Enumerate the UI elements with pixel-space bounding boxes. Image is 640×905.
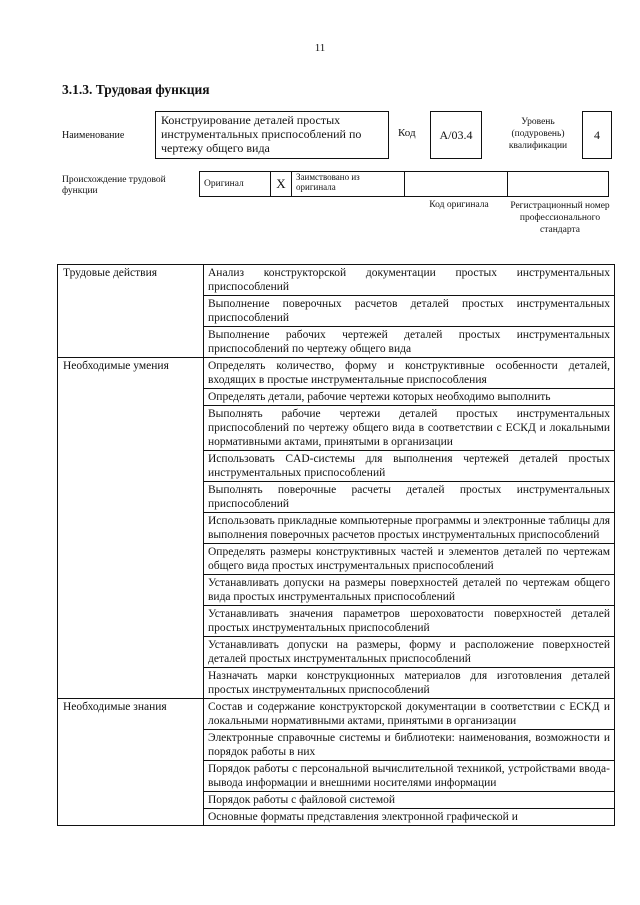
original-code-caption: Код оригинала	[429, 200, 489, 210]
name-label: Наименование	[62, 130, 125, 141]
registration-caption: Регистрационный номер профессионального стандарта	[510, 201, 610, 235]
table-row	[58, 358, 615, 389]
category-cell: Необходимые знания	[58, 699, 204, 826]
requirement-cell: Электронные справочные системы и библиотеки: наименования, возможности и порядок работы в них	[204, 730, 615, 761]
category-cell: Трудовые действия	[58, 265, 204, 358]
requirement-cell: Состав и содержание конструкторской документации в соответствии с ЕСКД и локальными нормативными актами, принятыми в организации	[204, 699, 615, 730]
section-title: 3.1.3. Трудовая функция	[62, 82, 210, 97]
requirement-cell: Анализ конструкторской документации простых инструментальных приспособлений	[204, 265, 615, 296]
code-box	[430, 111, 482, 159]
code-value: А/03.4	[439, 127, 473, 142]
code-label: Код	[398, 127, 416, 139]
category-cell: Необходимые умения	[58, 358, 204, 699]
table-row	[58, 265, 615, 296]
borrowed-label: Заимствовано из оригинала	[292, 172, 405, 197]
requirement-cell: Выполнять рабочие чертежи деталей простых инструментальных приспособлений по чертежу общего вида в соответствии с ЕСКД и локальными нормативными актами, принятыми в организации	[204, 406, 615, 451]
requirement-cell: Назначать марки конструкционных материалов для изготовления деталей простых инструментальных приспособлений	[204, 668, 615, 699]
function-name: Конструирование деталей простых инструментальных приспособлений по чертежу общего вида	[161, 113, 362, 155]
requirement-cell: Выполнять поверочные расчеты деталей простых инструментальных приспособлений	[204, 482, 615, 513]
page-number: 11	[314, 42, 326, 54]
original-label: Оригинал	[200, 172, 271, 197]
level-box	[582, 111, 612, 159]
level-value: 4	[594, 127, 600, 142]
origin-label: Происхождение трудовой функции	[62, 175, 166, 196]
original-mark: X	[271, 172, 292, 197]
requirement-cell: Определять размеры конструктивных частей и элементов деталей по чертежам общего вида простых инструментальных приспособлений	[204, 544, 615, 575]
requirements-table	[57, 264, 615, 826]
origin-table	[199, 171, 609, 197]
requirement-cell: Устанавливать допуски на размеры поверхностей деталей по чертежам общего вида простых инструментальных приспособлений	[204, 575, 615, 606]
requirement-cell: Выполнение поверочных расчетов деталей простых инструментальных приспособлений	[204, 296, 615, 327]
requirement-cell: Выполнение рабочих чертежей деталей простых инструментальных приспособлений по чертежу общего вида	[204, 327, 615, 358]
requirement-cell: Устанавливать значения параметров шероховатости поверхностей деталей простых инструментальных приспособлений	[204, 606, 615, 637]
requirement-cell: Определять количество, форму и конструктивные особенности деталей, входящих в простые инструментальные приспособления	[204, 358, 615, 389]
requirement-cell: Определять детали, рабочие чертежи которых необходимо выполнить	[204, 389, 615, 406]
table-row	[58, 699, 615, 730]
original-code-cell	[405, 172, 508, 197]
requirement-cell: Порядок работы с файловой системой	[204, 792, 615, 809]
requirement-cell: Устанавливать допуски на размеры, форму и расположение поверхностей деталей простых инструментальных приспособлений	[204, 637, 615, 668]
requirement-cell: Использовать прикладные компьютерные программы и электронные таблицы для выполнения поверочных расчетов простых инструментальных приспособлений	[204, 513, 615, 544]
level-label: Уровень (подуровень) квалификации	[508, 117, 568, 151]
requirement-cell: Порядок работы с персональной вычислительной техникой, устройствами ввода-вывода информации и внешними носителями информации	[204, 761, 615, 792]
requirement-cell: Основные форматы представления электронной графической и	[204, 809, 615, 826]
function-name-box	[155, 111, 389, 159]
registration-cell	[508, 172, 609, 197]
requirement-cell: Использовать CAD-системы для выполнения чертежей деталей простых инструментальных приспособлений	[204, 451, 615, 482]
